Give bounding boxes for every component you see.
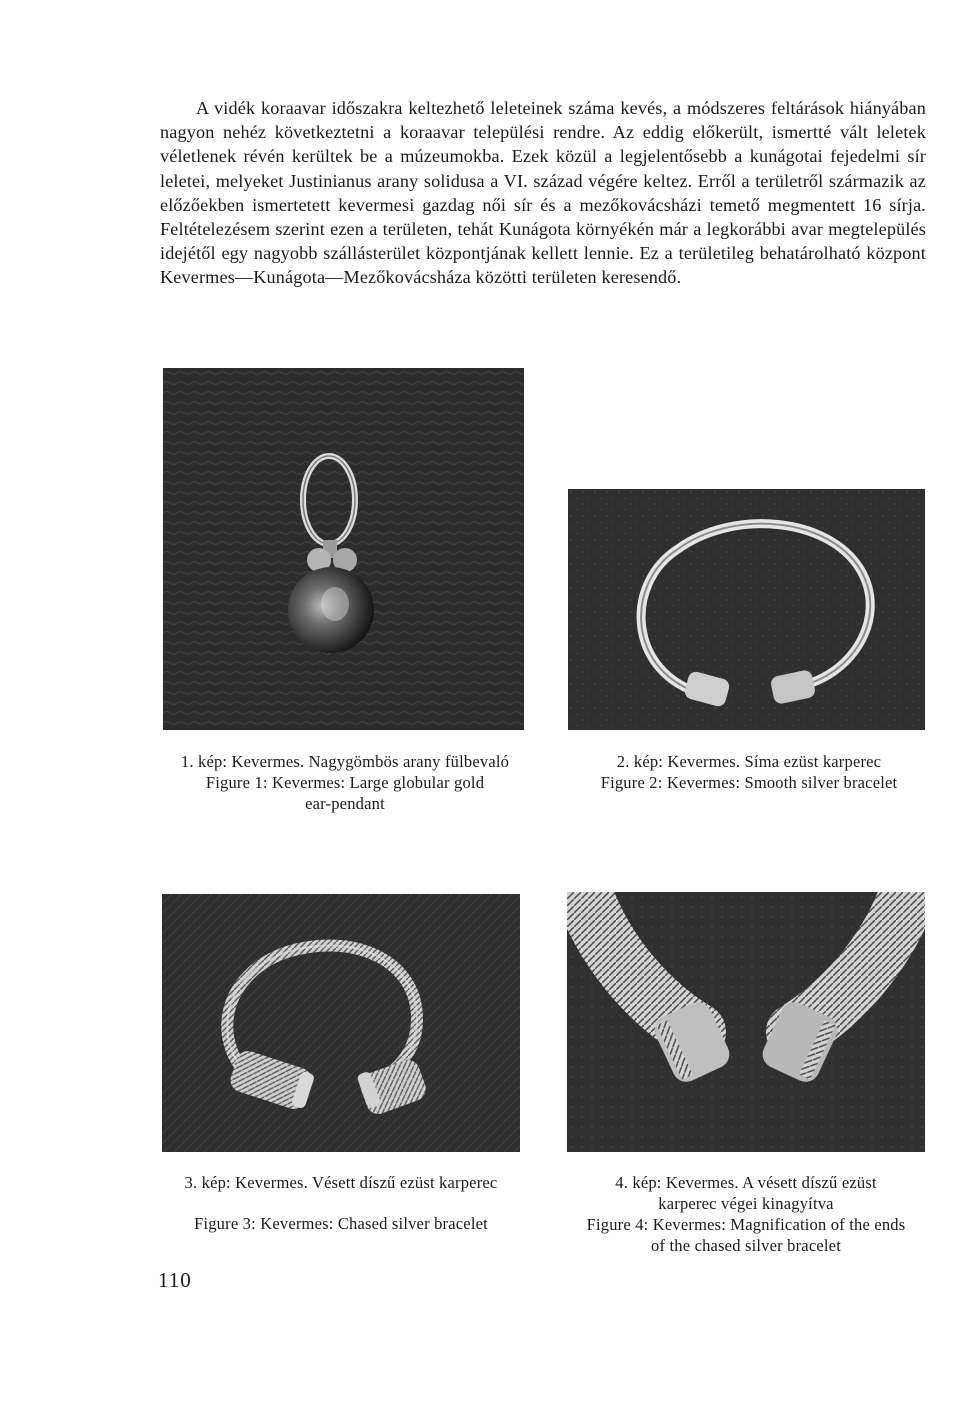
figure-4-photo — [567, 892, 925, 1152]
body-paragraph: A vidék koraavar időszakra keltezhető leleteinek száma kevés, a módszeres feltárások hiányában nagyon nehéz következtetni a koraavar települési rendre. Az eddig előkerült, ismertté vált leletek véletlenek révén kerültek be a múzeumokba. Ezek közül a legjelentősebb a kunágotai fejedelmi sír leletei, melyeket Justinianus arany solidusa a VI. század végére keltez. Erről a területről származik az előzőekben ismertetett kevermesi gazdag női sír és a mezőkovácsházi temető megmentett 16 sírja. Feltételezésem szerint ezen a területen, tehát Kunágota környékén már a legkorábbi avar megtelepülés idejétől egy nagyobb szállásterület központjának kellett lennie. Ez a területileg behatárolható központ Kevermes—Kunágota—Mezőkovácsháza közötti területen keresendő. — [160, 98, 926, 288]
figure-2-caption-hu: 2. kép: Kevermes. Síma ezüst karperec — [616, 752, 882, 771]
figure-4-caption — [555, 1172, 937, 1256]
figure-4-caption-hu-line-1: 4. kép: Kevermes. A vésett díszű ezüst — [615, 1173, 877, 1192]
figure-3-caption — [150, 1172, 532, 1234]
figure-3-caption-hu: 3. kép: Kevermes. Vésett díszű ezüst karperec — [184, 1173, 498, 1192]
smooth-bracelet-photo-icon — [568, 489, 925, 730]
figure-4-caption-en-line-1: Figure 4: Kevermes: Magnification of the ends — [586, 1215, 906, 1234]
figure-3-caption-en-line-1: Figure 3: Kevermes: Chased silver bracelet — [194, 1214, 488, 1233]
figure-1-caption-en-line-2: ear-pendant — [305, 794, 385, 813]
figure-2-caption — [558, 751, 940, 793]
chased-bracelet-photo-icon — [162, 894, 520, 1152]
figure-4-caption-en-line-2: of the chased silver bracelet — [651, 1236, 841, 1255]
figure-1-caption-hu: 1. kép: Kevermes. Nagygömbös arany fülbevaló — [180, 752, 510, 771]
figure-1-caption — [150, 751, 540, 814]
figure-1-caption-en-line-1: Figure 1: Kevermes: Large globular gold — [205, 773, 485, 792]
figure-2-photo — [568, 489, 925, 730]
ear-pendant-photo-icon — [163, 368, 524, 730]
page-number: 110 — [158, 1268, 192, 1292]
figure-3-photo — [162, 894, 520, 1152]
figure-4-caption-hu-line-2: karperec végei kinagyítva — [658, 1194, 834, 1213]
bracelet-ends-photo-icon — [567, 892, 925, 1152]
figure-1-photo — [163, 368, 524, 730]
figure-2-caption-en-line-1: Figure 2: Kevermes: Smooth silver bracelet — [600, 773, 898, 792]
